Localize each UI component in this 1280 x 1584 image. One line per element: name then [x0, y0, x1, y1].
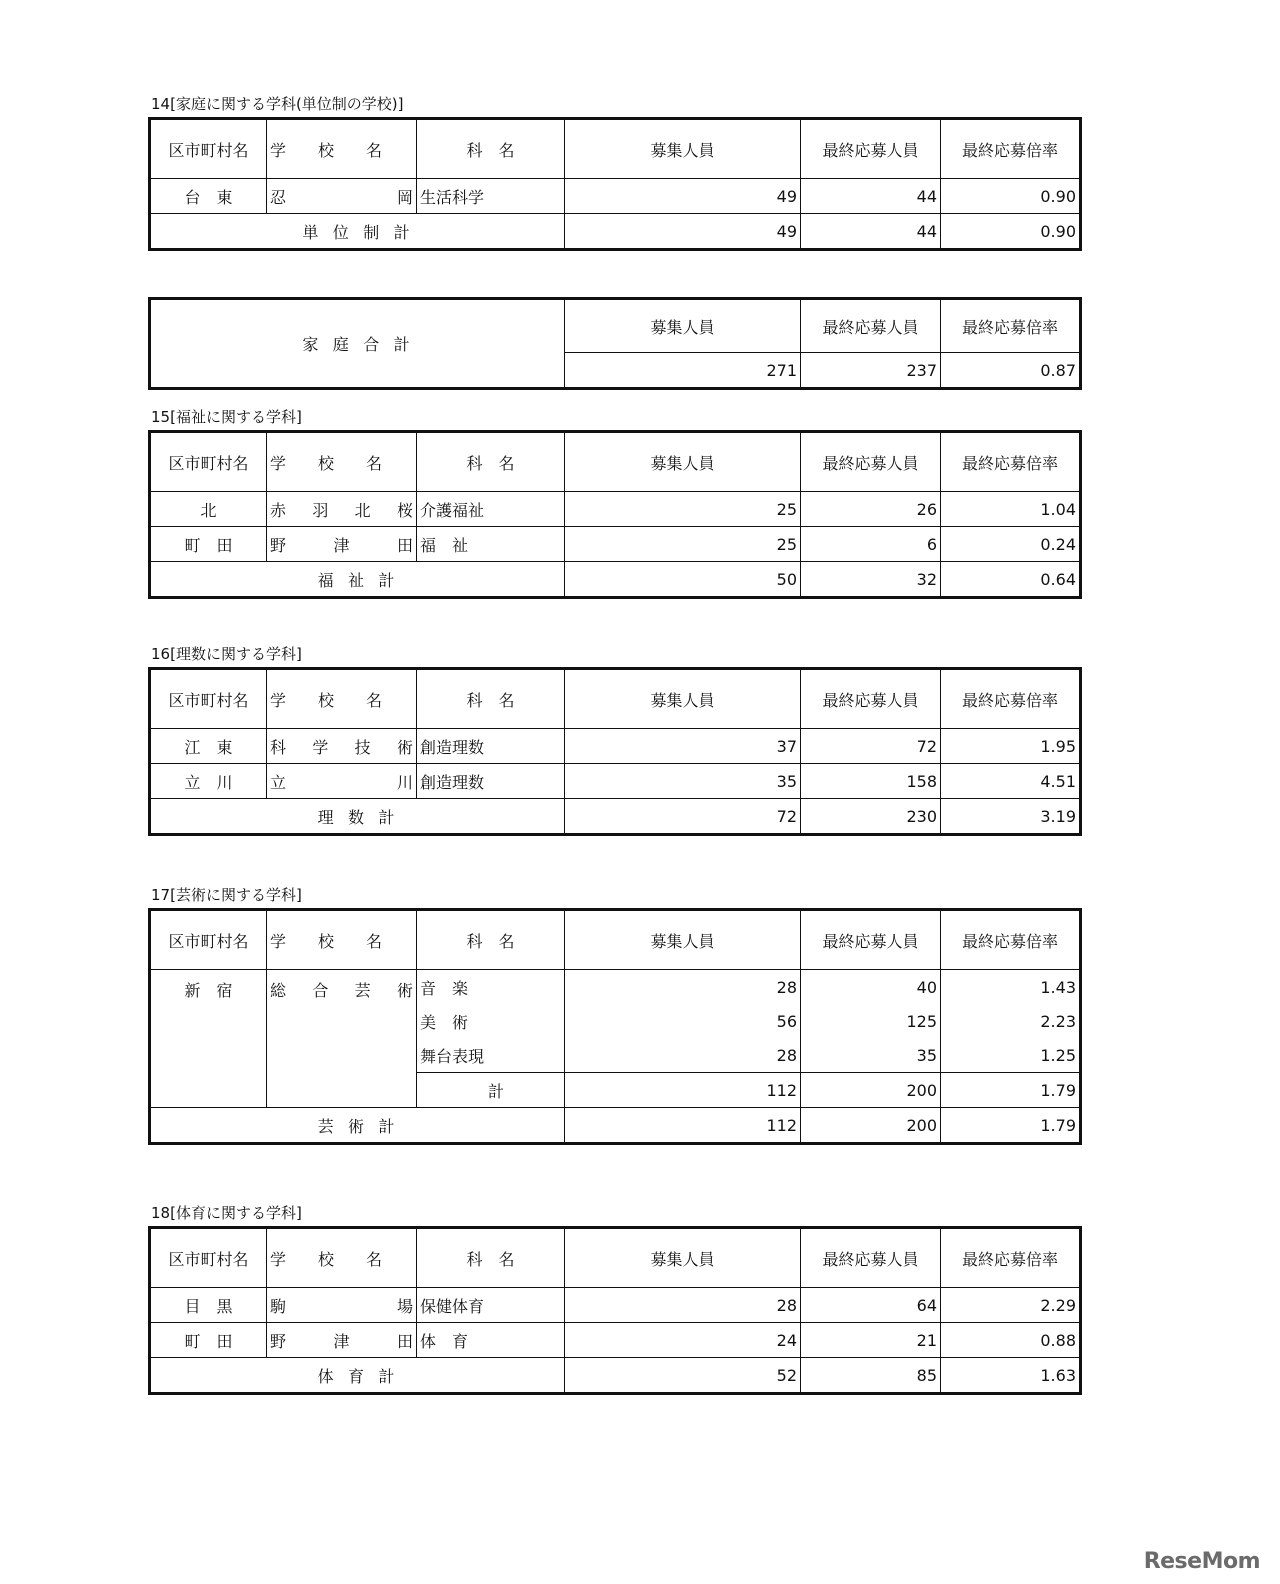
quota-cell: 28 — [565, 970, 801, 1005]
quota-cell: 35 — [565, 764, 801, 799]
school-cell: 野津田 — [267, 1323, 417, 1358]
home-total-label: 家庭合計 — [150, 299, 565, 389]
district-cell: 新 宿 — [150, 970, 267, 1108]
district-cell: 町 田 — [150, 1323, 267, 1358]
header-quota: 募集人員 — [565, 669, 801, 729]
total-label: 理数計 — [150, 799, 565, 835]
header-applicants: 最終応募人員 — [801, 432, 941, 492]
header-quota: 募集人員 — [565, 910, 801, 970]
resemom-logo: ReseMom — [1143, 1549, 1260, 1574]
header-school: 学 校 名 — [267, 1228, 417, 1288]
header-applicants: 最終応募人員 — [801, 910, 941, 970]
header-applicants: 最終応募人員 — [801, 669, 941, 729]
applicants-cell: 64 — [801, 1288, 941, 1323]
school-cell: 科学技術 — [267, 729, 417, 764]
section-title: 14[家庭に関する学科(単位制の学校)] — [151, 95, 404, 113]
total-quota: 271 — [565, 353, 801, 389]
district-cell: 台 東 — [150, 179, 267, 214]
header-ratio: 最終応募倍率 — [941, 910, 1081, 970]
section-14 — [148, 95, 1082, 251]
table-row — [150, 527, 1081, 562]
quota-cell: 37 — [565, 729, 801, 764]
total-applicants: 85 — [801, 1358, 941, 1394]
table-row — [150, 764, 1081, 799]
course-cell: 美 術 — [417, 1004, 565, 1038]
header-row — [150, 119, 1081, 179]
applicants-cell: 6 — [801, 527, 941, 562]
course-cell: 体 育 — [417, 1323, 565, 1358]
ratio-cell: 0.24 — [941, 527, 1081, 562]
course-cell: 保健体育 — [417, 1288, 565, 1323]
table-15 — [148, 430, 1082, 599]
quota-cell: 49 — [565, 179, 801, 214]
section-title: 16[理数に関する学科] — [151, 645, 302, 663]
ratio-cell: 1.43 — [941, 970, 1081, 1005]
applicants-cell: 72 — [801, 729, 941, 764]
total-row — [150, 214, 1081, 250]
total-quota: 112 — [565, 1108, 801, 1144]
ratio-cell: 2.29 — [941, 1288, 1081, 1323]
header-row — [150, 669, 1081, 729]
subtotal-applicants: 200 — [801, 1073, 941, 1108]
total-applicants: 230 — [801, 799, 941, 835]
applicants-cell: 40 — [801, 970, 941, 1005]
subtotal-label: 計 — [417, 1073, 565, 1108]
header-row — [150, 910, 1081, 970]
header-district: 区市町村名 — [150, 910, 267, 970]
district-cell: 町 田 — [150, 527, 267, 562]
ratio-cell: 2.23 — [941, 1004, 1081, 1038]
ratio-cell: 4.51 — [941, 764, 1081, 799]
total-ratio: 0.90 — [941, 214, 1081, 250]
school-cell: 野津田 — [267, 527, 417, 562]
applicants-cell: 44 — [801, 179, 941, 214]
quota-cell: 24 — [565, 1323, 801, 1358]
section-title: 15[福祉に関する学科] — [151, 408, 302, 426]
course-cell: 創造理数 — [417, 764, 565, 799]
district-cell: 江 東 — [150, 729, 267, 764]
quota-cell: 28 — [565, 1288, 801, 1323]
applicants-cell: 26 — [801, 492, 941, 527]
total-ratio: 1.63 — [941, 1358, 1081, 1394]
total-ratio: 1.79 — [941, 1108, 1081, 1144]
total-quota: 49 — [565, 214, 801, 250]
total-row — [150, 1358, 1081, 1394]
section-16 — [148, 645, 1082, 836]
header-district: 区市町村名 — [150, 1228, 267, 1288]
header-ratio: 最終応募倍率 — [941, 119, 1081, 179]
course-cell: 音 楽 — [417, 970, 565, 1005]
section-18 — [148, 1204, 1082, 1395]
course-cell: 生活科学 — [417, 179, 565, 214]
ratio-cell: 1.95 — [941, 729, 1081, 764]
home-total-section — [148, 297, 1082, 390]
total-applicants: 32 — [801, 562, 941, 598]
school-cell: 総合芸術 — [267, 970, 417, 1108]
header-row — [150, 432, 1081, 492]
header-applicants: 最終応募人員 — [801, 119, 941, 179]
total-applicants: 237 — [801, 353, 941, 389]
ratio-cell: 0.90 — [941, 179, 1081, 214]
header-quota: 募集人員 — [565, 1228, 801, 1288]
header-quota: 募集人員 — [565, 432, 801, 492]
ratio-cell: 1.04 — [941, 492, 1081, 527]
header-ratio: 最終応募倍率 — [941, 669, 1081, 729]
ratio-cell: 0.88 — [941, 1323, 1081, 1358]
header-course: 科 名 — [417, 669, 565, 729]
total-ratio: 0.87 — [941, 353, 1081, 389]
total-label: 体育計 — [150, 1358, 565, 1394]
header-quota: 募集人員 — [565, 119, 801, 179]
header-course: 科 名 — [417, 910, 565, 970]
section-title: 18[体育に関する学科] — [151, 1204, 302, 1222]
course-cell: 介護福祉 — [417, 492, 565, 527]
header-quota: 募集人員 — [565, 299, 801, 353]
course-cell: 舞台表現 — [417, 1038, 565, 1073]
table-row — [150, 1323, 1081, 1358]
total-applicants: 44 — [801, 214, 941, 250]
total-label: 福祉計 — [150, 562, 565, 598]
header-applicants: 最終応募人員 — [801, 299, 941, 353]
table-14 — [148, 117, 1082, 251]
home-total-table — [148, 297, 1082, 390]
school-cell: 立 川 — [267, 764, 417, 799]
total-quota: 72 — [565, 799, 801, 835]
table-18 — [148, 1226, 1082, 1395]
district-cell: 立 川 — [150, 764, 267, 799]
header-district: 区市町村名 — [150, 119, 267, 179]
section-title: 17[芸術に関する学科] — [151, 886, 302, 904]
total-row — [150, 799, 1081, 835]
header-applicants: 最終応募人員 — [801, 1228, 941, 1288]
subtotal-quota: 112 — [565, 1073, 801, 1108]
total-label: 単位制計 — [150, 214, 565, 250]
header-district: 区市町村名 — [150, 669, 267, 729]
total-row — [150, 1108, 1081, 1144]
header-course: 科 名 — [417, 119, 565, 179]
school-cell: 駒 場 — [267, 1288, 417, 1323]
applicants-cell: 21 — [801, 1323, 941, 1358]
header-ratio: 最終応募倍率 — [941, 1228, 1081, 1288]
header-course: 科 名 — [417, 1228, 565, 1288]
total-applicants: 200 — [801, 1108, 941, 1144]
table-row — [150, 970, 1081, 1005]
course-cell: 創造理数 — [417, 729, 565, 764]
total-ratio: 0.64 — [941, 562, 1081, 598]
district-cell: 目 黒 — [150, 1288, 267, 1323]
header-row — [150, 1228, 1081, 1288]
subtotal-ratio: 1.79 — [941, 1073, 1081, 1108]
quota-cell: 28 — [565, 1038, 801, 1073]
header-school: 学 校 名 — [267, 669, 417, 729]
table-row — [150, 179, 1081, 214]
section-17 — [148, 886, 1082, 1145]
total-label: 芸術計 — [150, 1108, 565, 1144]
table-17 — [148, 908, 1082, 1145]
quota-cell: 25 — [565, 492, 801, 527]
header-ratio: 最終応募倍率 — [941, 432, 1081, 492]
ratio-cell: 1.25 — [941, 1038, 1081, 1073]
applicants-cell: 35 — [801, 1038, 941, 1073]
total-row — [150, 562, 1081, 598]
total-quota: 50 — [565, 562, 801, 598]
total-quota: 52 — [565, 1358, 801, 1394]
district-cell: 北 — [150, 492, 267, 527]
header-school: 学 校 名 — [267, 910, 417, 970]
section-15 — [148, 408, 1082, 599]
school-cell: 赤羽北桜 — [267, 492, 417, 527]
quota-cell: 25 — [565, 527, 801, 562]
total-ratio: 3.19 — [941, 799, 1081, 835]
quota-cell: 56 — [565, 1004, 801, 1038]
table-row — [150, 492, 1081, 527]
header-school: 学 校 名 — [267, 432, 417, 492]
header-school: 学 校 名 — [267, 119, 417, 179]
table-row — [150, 1288, 1081, 1323]
table-row — [150, 729, 1081, 764]
header-district: 区市町村名 — [150, 432, 267, 492]
school-cell: 忍 岡 — [267, 179, 417, 214]
header-course: 科 名 — [417, 432, 565, 492]
header-ratio: 最終応募倍率 — [941, 299, 1081, 353]
table-16 — [148, 667, 1082, 836]
course-cell: 福 祉 — [417, 527, 565, 562]
applicants-cell: 125 — [801, 1004, 941, 1038]
applicants-cell: 158 — [801, 764, 941, 799]
